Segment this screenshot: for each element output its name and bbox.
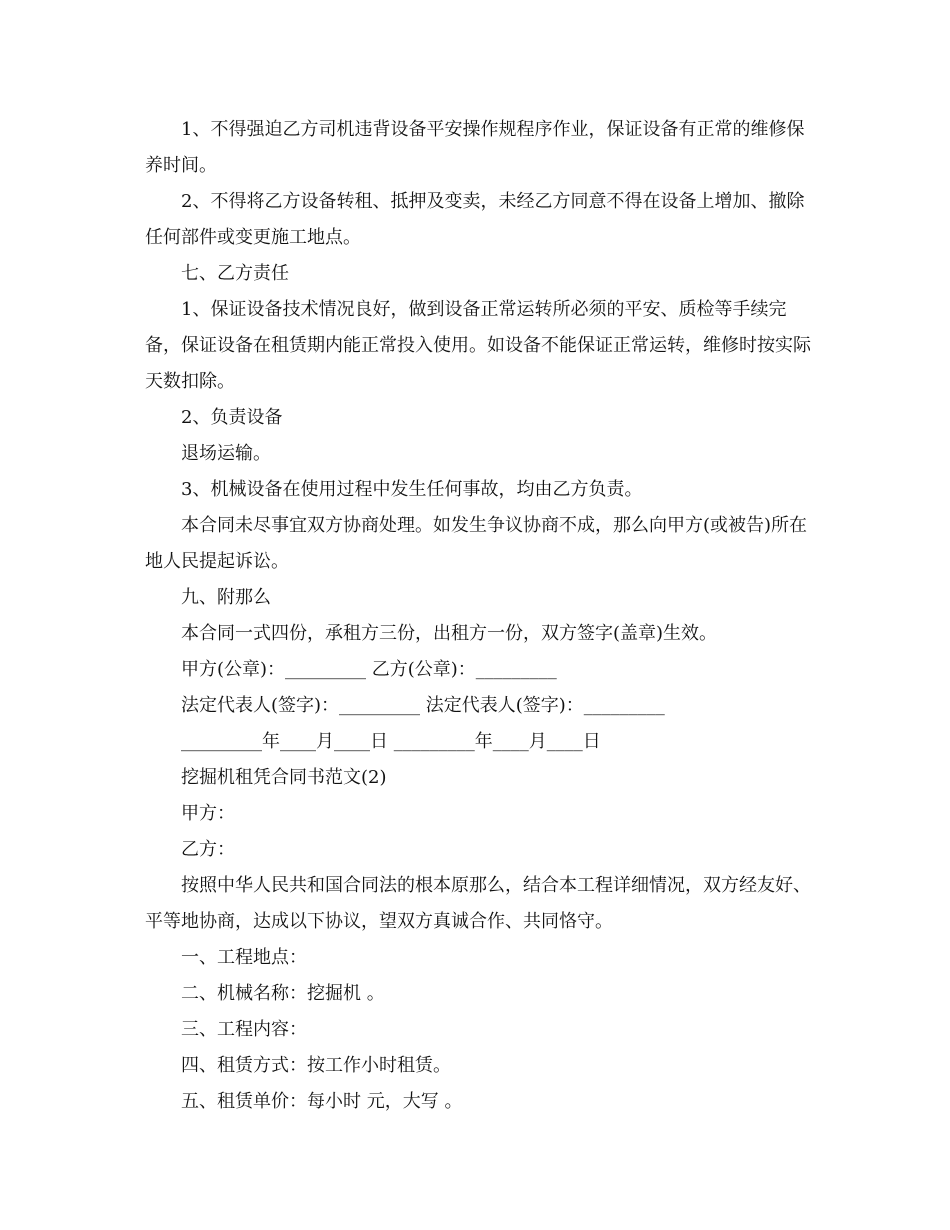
date-line: _________年____月____日 _________年____月____日 <box>181 731 601 752</box>
clause-party-b-2-continued: 退场运输。 <box>181 443 271 464</box>
clause-2-no-sublease: 2、不得将乙方设备转租、抵押及变卖，未经乙方同意不得在设备上增加、撤除任何部件或变更施工地点。 <box>145 191 805 248</box>
signature-line: 法定代表人(签字)：_________ 法定代表人(签字)：_________ <box>181 695 665 716</box>
party-a-line: 甲方： <box>181 803 235 824</box>
section-heading-supplementary: 九、附那么 <box>181 587 271 608</box>
item-lease-unit-price: 五、租赁单价：每小时 元，大写 。 <box>181 1091 463 1112</box>
item-project-content: 三、工程内容： <box>181 1019 307 1040</box>
dispute-resolution-paragraph: 本合同未尽事宜双方协商处理。如发生争议协商不成，那么向甲方(或被告)所在地人民提起诉讼。 <box>145 515 808 572</box>
document-body <box>145 112 815 1120</box>
second-contract-title: 挖掘机租凭合同书范文(2) <box>181 767 387 788</box>
seal-line: 甲方(公章)：_________ 乙方(公章)：_________ <box>181 659 557 680</box>
party-b-line: 乙方： <box>181 839 235 860</box>
clause-party-b-2: 2、负责设备 <box>181 407 283 428</box>
clause-1-no-forced-operation: 1、不得强迫乙方司机违背设备平安操作规程序作业，保证设备有正常的维修保养时间。 <box>145 119 805 176</box>
copies-paragraph: 本合同一式四份，承租方三份，出租方一份，双方签字(盖章)生效。 <box>181 623 718 644</box>
item-lease-method: 四、租赁方式：按工作小时租赁。 <box>181 1055 451 1076</box>
section-heading-party-b-duties: 七、乙方责任 <box>181 263 289 284</box>
item-project-location: 一、工程地点： <box>181 947 307 968</box>
clause-party-b-1: 1、保证设备技术情况良好，做到设备正常运转所必须的平安、质检等手续完备，保证设备在租赁期内能正常投入使用。如设备不能保证正常运转，维修时按实际天数扣除。 <box>145 299 811 392</box>
preamble-paragraph: 按照中华人民共和国合同法的根本原那么，结合本工程详细情况，双方经友好、平等地协商，达成以下协议，望双方真诚合作、共同恪守。 <box>145 875 811 932</box>
clause-party-b-3: 3、机械设备在使用过程中发生任何事故，均由乙方负责。 <box>181 479 643 500</box>
item-machine-name: 二、机械名称：挖掘机 。 <box>181 983 385 1004</box>
